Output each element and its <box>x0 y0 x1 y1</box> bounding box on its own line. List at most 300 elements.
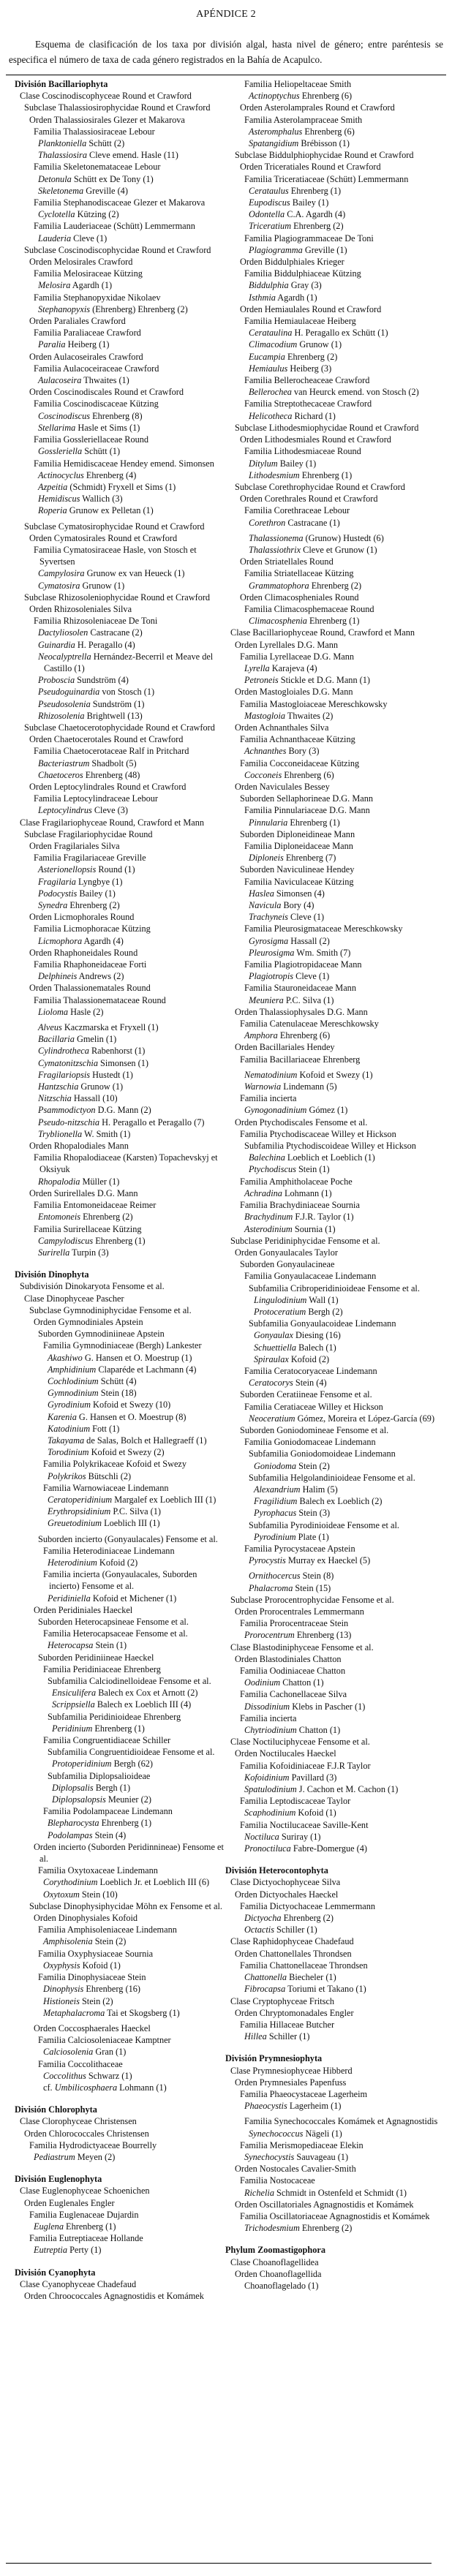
taxon-text: Klebs in Pascher (1) <box>290 1701 366 1712</box>
taxon-text: Orden Naviculales Bessey <box>235 781 330 792</box>
genus-name: Leptocylindrus <box>38 805 92 816</box>
taxon-line <box>225 1211 442 1223</box>
taxon-line <box>9 1876 225 1888</box>
taxon-line <box>225 197 442 208</box>
taxon-text: de Salas, Bolch et Hallegraeff (1) <box>84 1435 207 1446</box>
taxon-text: Familia Corethraceae Lebour <box>244 505 350 516</box>
genus-name: Diploneis <box>249 853 284 864</box>
taxon-text: Orden Climacospheniales Round <box>240 592 359 603</box>
taxon-line <box>9 1711 225 1723</box>
taxon-line <box>225 1424 442 1436</box>
genus-name: Climacodium <box>249 339 298 350</box>
genus-name: Petroneis <box>244 675 279 686</box>
genus-name: Metaphalacroma <box>43 2007 105 2018</box>
taxon-text: Ehrenberg (1) <box>92 1723 145 1734</box>
taxon-line <box>225 1748 442 1759</box>
taxon-text: Orden Gymnodiniales Apstein <box>34 1316 143 1327</box>
genus-name: Planktoniella <box>38 138 87 149</box>
genus-name: Aulacoseira <box>38 375 82 386</box>
taxon-line <box>225 2065 442 2077</box>
taxon-text: Margalef ex Loeblich III (1) <box>112 1494 216 1505</box>
taxon-line <box>9 1340 225 1351</box>
taxon-line <box>225 102 442 113</box>
taxon-text: Orden Noctilucales Haeckel <box>235 1748 336 1759</box>
taxon-text: Familia Asterolampraceae Smith <box>244 114 363 125</box>
genus-name: Haslea <box>249 888 274 899</box>
taxon-line <box>225 1041 442 1053</box>
taxon-text: Subfamilia Peridinioideae Ehrenberg <box>48 1711 181 1722</box>
taxon-line <box>9 386 225 398</box>
genus-name: Oxytoxum <box>43 1889 80 1900</box>
taxon-line <box>225 1688 442 1700</box>
taxon-text: Familia Leptodiscaceae Taylor <box>240 1796 351 1807</box>
taxon-line <box>225 1948 442 1960</box>
taxon-line <box>225 1843 442 1854</box>
genus-name: Podocystis <box>38 888 78 899</box>
taxon-text: Loeblich et Loeblich (1) <box>285 1152 375 1163</box>
genus-name: Blepharocysta <box>48 1818 99 1829</box>
taxon-line <box>9 580 225 592</box>
taxon-line <box>9 2046 225 2058</box>
taxon-text: Hustedt (1) <box>90 1069 133 1080</box>
taxon-line <box>225 1724 442 1736</box>
genus-name: Protoceratium <box>254 1306 306 1317</box>
genus-name: Amphisolenia <box>43 1936 93 1947</box>
taxon-text: Familia Lithodesmiaceae Round <box>244 446 361 457</box>
taxon-line <box>225 592 442 603</box>
taxon-line <box>9 745 225 757</box>
taxon-line <box>9 840 225 852</box>
taxon-line <box>225 1677 442 1688</box>
taxon-line <box>225 556 442 567</box>
taxon-line <box>225 1712 442 1724</box>
taxon-text: Loeblich Jr. et Loeblich III (6) <box>97 1877 210 1888</box>
taxon-text: Orden Dinophysiales Kofoid <box>34 1913 138 1924</box>
genus-name: Cylindrotheca <box>38 1046 89 1057</box>
taxon-text: Bory (3) <box>286 746 320 757</box>
taxon-line <box>225 2007 442 2019</box>
taxon-text: Familia Ceratocoryaceae Lindemann <box>244 1365 377 1376</box>
taxon-text: Suborden Diploneidineae Mann <box>240 828 355 839</box>
taxon-line <box>225 374 442 386</box>
taxon-text: Orden Rhopalodiales Mann <box>29 1141 129 1152</box>
taxon-line <box>9 1568 225 1592</box>
taxa-column-right <box>225 78 446 2292</box>
genus-name: Plagiogramma <box>249 244 303 255</box>
taxon-line <box>9 102 225 113</box>
taxon-line <box>9 1021 225 1033</box>
taxon-line <box>9 1006 225 1018</box>
taxon-text: Stein (2) <box>79 1995 113 2006</box>
taxon-line <box>225 1413 442 1424</box>
taxon-line <box>9 1545 225 1557</box>
taxon-text: Familia Gymnodiniaceae (Bergh) Lankester <box>43 1340 202 1351</box>
taxon-line <box>225 1795 442 1807</box>
taxon-line <box>9 2128 225 2139</box>
taxon-line <box>9 493 225 505</box>
genus-name: Chytriodinium <box>244 1725 297 1736</box>
taxon-line <box>225 769 442 781</box>
taxon-line <box>9 2007 225 2019</box>
taxon-line <box>225 1163 442 1175</box>
taxon-line <box>225 1653 442 1665</box>
taxon-text: Clase Prymnesiophyceae Hibberd <box>230 2065 353 2076</box>
genus-name: Asteromphalus <box>249 126 303 137</box>
taxon-line <box>225 363 442 374</box>
taxon-text: Familia Heterodiniaceae Lindemann <box>43 1545 175 1556</box>
taxon-text: Fabre-Domergue (4) <box>290 1843 368 1854</box>
taxon-text: Familia Pinnulariaceae D.G. Mann <box>244 805 370 816</box>
genus-name: Synechococcus <box>249 2128 304 2139</box>
taxon-line <box>225 674 442 686</box>
taxon-line <box>225 959 442 970</box>
taxon-line <box>9 592 225 603</box>
taxon-text: Orden incierto (Suborden Peridinnineae) Fensome et al. <box>34 1841 224 1865</box>
taxon-line <box>9 233 225 244</box>
taxon-text: Familia Gonyaulacaceae Lindemann <box>244 1271 377 1282</box>
taxon-text: Familia Calciosoleniaceae Kamptner <box>38 2035 171 2046</box>
taxon-text: Kofoid et Swezy (1) <box>297 1069 373 1080</box>
taxon-line <box>9 1399 225 1410</box>
genus-name: Thalassionema <box>249 532 304 543</box>
taxon-text: Suborden Gonyaulacineae <box>240 1259 335 1270</box>
taxon-text: von Stosch (1) <box>99 687 155 698</box>
taxon-line <box>9 1734 225 1746</box>
taxon-text: Familia Ptychodiscaceae Willey et Hickson <box>240 1128 396 1139</box>
taxon-text: Stein (2) <box>296 1460 330 1471</box>
genus-name: Diplopsalis <box>52 1782 94 1793</box>
taxon-line <box>9 2197 225 2209</box>
genus-name: Oxyphysis <box>43 1960 80 1971</box>
genus-name: Podolampas <box>48 1829 93 1840</box>
taxon-text: (Ehrenberg) Ehrenberg (2) <box>90 303 188 314</box>
taxon-line <box>9 1364 225 1375</box>
genus-name: Goniodoma <box>254 1460 297 1471</box>
taxon-text: Familia Fragilariaceae Greville <box>34 853 146 864</box>
taxon-line <box>225 1865 442 1876</box>
taxon-text: Shadbolt (5) <box>89 758 137 768</box>
taxon-text: C.A. Agardh (4) <box>285 209 346 220</box>
taxon-line <box>225 1283 442 1294</box>
genus-name: Meuniera <box>249 994 284 1005</box>
taxon-line <box>9 363 225 374</box>
taxon-line <box>9 817 225 828</box>
taxon-text: Subclase Coscinodiscophycidae Round et Crawford <box>24 244 211 255</box>
taxon-text: Suriray (1) <box>279 1831 321 1842</box>
taxon-line <box>9 1045 225 1057</box>
taxon-line <box>225 864 442 875</box>
taxon-line <box>9 1269 225 1280</box>
taxon-text: Sundström (4) <box>75 675 129 686</box>
genus-name: Campylosira <box>38 568 85 579</box>
taxon-text: Orden Choanoflagellida <box>235 2268 322 2279</box>
taxon-line <box>9 1639 225 1651</box>
taxon-text: Balech ex Loeblich III (4) <box>94 1699 192 1710</box>
genus-name: Ensiculifera <box>52 1688 97 1699</box>
genus-name: Calciosolenia <box>43 2047 94 2058</box>
taxon-line <box>9 2221 225 2232</box>
taxon-text: Familia Rhizosoleniaceae De Toni <box>34 616 158 627</box>
taxon-line <box>225 1960 442 1971</box>
taxon-line <box>225 1329 442 1341</box>
taxon-line <box>225 1353 442 1365</box>
taxon-text: Cleve emend. Hasle (11) <box>86 150 178 161</box>
genus-name: Pediastrum <box>34 2151 75 2162</box>
genus-name: Ceratoperidinium <box>48 1494 113 1505</box>
taxon-text: Orden Biddulphiales Krieger <box>240 257 344 268</box>
taxon-line <box>9 2139 225 2151</box>
taxon-text: Familia Naviculaceae Kützing <box>244 876 354 887</box>
taxon-line <box>225 781 442 793</box>
taxon-line <box>225 615 442 627</box>
genus-name: Dictyocha <box>244 1913 282 1924</box>
taxon-line <box>9 2244 225 2256</box>
taxon-line <box>9 781 225 793</box>
taxon-line <box>225 1519 442 1531</box>
taxon-line <box>225 1995 442 2007</box>
taxon-text: Grunow (1) <box>78 1081 124 1092</box>
taxon-text: Ehrenberg (2) <box>80 1212 133 1223</box>
taxon-text: Heiberg (3) <box>287 363 332 374</box>
taxon-text: División Chlorophyta <box>15 2104 97 2115</box>
taxon-text: Familia Phaeocystaceae Lagerheim <box>240 2088 368 2099</box>
taxon-text: Orden Peridiniales Haeckel <box>34 1604 133 1615</box>
taxon-text: Familia Podolampaceae Lindemann <box>43 1806 173 1817</box>
taxon-text: Familia Plagiogrammaceae De Toni <box>244 233 374 243</box>
taxon-line <box>9 398 225 409</box>
taxon-text: Lagerheim (1) <box>287 2101 342 2112</box>
taxon-text: Orden Chattonellales Throndsen <box>235 1948 352 1959</box>
genus-name: Cochlodinium <box>48 1375 99 1386</box>
taxon-text: Brightwell (13) <box>84 710 143 721</box>
taxon-text: H. Peragallo (4) <box>75 639 135 650</box>
genus-name: Roperia <box>38 505 67 516</box>
taxon-text: Subfamilia Cribroperidinioideae Fensome et al. <box>249 1283 420 1293</box>
taxon-text: Familia Hydrodictyaceae Bourrelly <box>29 2139 157 2150</box>
genus-name: Lauderia <box>38 233 72 243</box>
taxon-text: Familia Amphitholaceae Poche <box>240 1176 353 1187</box>
taxon-line <box>225 1831 442 1843</box>
taxon-line <box>9 923 225 934</box>
genus-name: Spatangidium <box>249 138 299 149</box>
genus-name: Rhopalodia <box>38 1176 80 1187</box>
taxon-line <box>9 434 225 445</box>
taxon-line <box>9 1446 225 1458</box>
taxon-text: Schiller (1) <box>266 2031 310 2042</box>
taxon-text: División Euglenophyta <box>15 2174 102 2185</box>
taxon-text: Cleve et Grunow (1) <box>301 544 377 555</box>
taxon-text: Familia Coscinodiscaceae Kützing <box>34 399 159 409</box>
genus-name: Pyrophacus <box>254 1508 297 1519</box>
taxon-text: Orden Dictyochales Haeckel <box>235 1889 339 1900</box>
taxon-text: Tai et Skogsberg (1) <box>105 2007 180 2018</box>
taxon-line <box>9 733 225 745</box>
taxon-line <box>225 137 442 149</box>
taxon-line <box>9 1423 225 1435</box>
taxon-line <box>225 327 442 339</box>
genus-name: Hantzschia <box>38 1081 79 1092</box>
genus-name: Diplopsalopsis <box>52 1794 106 1805</box>
taxon-text: Familia Noctilucaceae Saville-Kent <box>240 1819 369 1830</box>
taxon-line <box>9 1960 225 1971</box>
genus-name: Plagiotropis <box>249 971 294 982</box>
taxon-line <box>9 2232 225 2244</box>
taxon-line <box>225 1018 442 1030</box>
taxon-text: D.G. Mann (2) <box>95 1105 151 1116</box>
taxon-line <box>9 994 225 1006</box>
taxon-text: Familia Stauroneidaceae Mann <box>244 983 356 994</box>
taxon-line <box>9 722 225 733</box>
taxon-line <box>9 1912 225 1924</box>
taxon-text: Wall (1) <box>306 1294 339 1305</box>
taxon-line <box>9 126 225 137</box>
genus-name: Pleurosigma <box>249 947 295 958</box>
genus-name: Noctiluca <box>244 1831 279 1842</box>
taxon-text: Clase Clorophyceae Christensen <box>20 2116 137 2127</box>
taxon-line <box>225 662 442 674</box>
taxon-line <box>225 899 442 911</box>
taxon-text: Ehrenberg (16) <box>83 1984 140 1995</box>
genus-name: Detonula <box>38 173 72 184</box>
taxon-text: Greville (4) <box>83 185 128 196</box>
taxon-line <box>9 1293 225 1304</box>
taxon-line <box>9 615 225 627</box>
taxon-line <box>225 745 442 757</box>
taxon-line <box>9 351 225 363</box>
taxon-text: Stein (1) <box>295 1164 330 1175</box>
taxon-text: Familia Lyrellaceae D.G. Mann <box>240 651 355 662</box>
taxon-text: Subclase Thalassiosirophycidae Round et Crawford <box>24 102 211 113</box>
taxon-line <box>225 982 442 994</box>
taxon-text: Schütt (1) <box>82 446 121 457</box>
taxon-line <box>225 2256 442 2268</box>
taxon-text: Gray (3) <box>288 280 322 291</box>
taxon-line <box>225 1760 442 1772</box>
genus-name: Spiraulax <box>254 1353 289 1364</box>
taxon-line <box>9 185 225 197</box>
taxon-text: Ehrenberg (1) <box>288 185 342 196</box>
taxon-line <box>9 686 225 698</box>
taxon-line <box>9 1628 225 1639</box>
taxon-line <box>9 1829 225 1841</box>
genus-name: Ptychodiscus <box>249 1164 296 1175</box>
taxon-line <box>225 603 442 615</box>
taxon-text: G. Hansen et O. Moestrup (1) <box>82 1352 192 1363</box>
taxon-line <box>9 1104 225 1116</box>
bottom-rule <box>6 2563 432 2564</box>
taxon-line <box>9 2082 225 2093</box>
taxon-line <box>9 1675 225 1687</box>
taxon-line <box>225 517 442 529</box>
taxon-line <box>225 994 442 1006</box>
taxon-text: Bailey (1) <box>77 888 116 899</box>
taxon-text: Cleve (1) <box>287 912 325 923</box>
genus-name: Corythodinium <box>43 1877 98 1888</box>
genus-name: Actinoptychus <box>249 91 300 102</box>
taxon-text: cf. <box>43 2082 55 2093</box>
taxon-line <box>225 733 442 745</box>
taxon-line <box>9 1247 225 1258</box>
genus-name: Protoperidinium <box>52 1759 112 1769</box>
taxon-text: Fott (1) <box>90 1423 120 1434</box>
taxon-line <box>9 888 225 899</box>
taxon-text: Stein (18) <box>98 1388 137 1399</box>
taxon-text: Familia Merismopediaceae Elekin <box>240 2139 364 2150</box>
taxon-text: Ehrenberg (2) <box>299 2223 353 2234</box>
taxon-line <box>225 2077 442 2088</box>
taxon-line <box>225 315 442 327</box>
taxon-line <box>225 1665 442 1677</box>
taxon-line <box>9 1223 225 1235</box>
taxon-line <box>225 1935 442 1947</box>
taxon-line <box>9 947 225 959</box>
taxon-text: Ehrenberg (7) <box>283 853 336 864</box>
taxon-line <box>225 1772 442 1783</box>
genus-name: Amphora <box>244 1030 278 1041</box>
genus-name: Cocconeis <box>244 769 282 780</box>
taxon-line <box>9 208 225 220</box>
taxon-text: Cleve (3) <box>91 805 128 816</box>
taxon-line <box>9 1304 225 1316</box>
taxon-line <box>225 268 442 279</box>
genus-name: Grammatophora <box>249 580 309 591</box>
taxon-text: Bergh (2) <box>306 1306 343 1317</box>
taxon-text: Gmelin (1) <box>74 1034 117 1045</box>
taxon-text: Orden Lyrellales D.G. Mann <box>235 639 339 650</box>
genus-name: Pronoctiluca <box>244 1843 291 1854</box>
taxon-text: Familia Licmophoracae Kützing <box>34 923 151 934</box>
taxon-line <box>225 185 442 197</box>
taxon-line <box>225 2052 442 2064</box>
genus-name: Thalassiosira <box>38 150 87 161</box>
taxon-line <box>225 758 442 769</box>
taxon-text: Orden Rhizosoleniales Silva <box>29 603 132 614</box>
taxon-text: Agardh (4) <box>82 935 124 946</box>
taxon-text: Nägeli (1) <box>303 2128 342 2139</box>
taxon-line <box>225 1531 442 1543</box>
genus-name: Gossleriella <box>38 446 83 457</box>
taxon-line <box>9 2022 225 2034</box>
taxon-text: Ehrenberg (4) <box>83 469 137 480</box>
genus-name: Fragilidium <box>254 1496 298 1507</box>
taxon-text: Clase Bacillariophyceae Round, Crawford et Mann <box>230 627 415 638</box>
taxon-line <box>9 303 225 315</box>
taxon-line <box>225 722 442 733</box>
genus-name: Thalassiothrix <box>249 544 301 555</box>
taxon-line <box>9 410 225 422</box>
taxon-text: Suborden Ceratiineae Fensome et al. <box>240 1389 372 1400</box>
taxon-text: Familia Lauderiaceae (Schütt) Lemmermann <box>34 221 195 232</box>
taxon-text: Familia Amphisoleniaceae Lindemann <box>38 1925 177 1935</box>
taxon-line <box>225 852 442 864</box>
taxon-text: Familia Hillaceae Butcher <box>240 2019 335 2030</box>
taxon-line <box>225 1030 442 1041</box>
taxon-line <box>225 2280 442 2292</box>
taxon-line <box>225 1924 442 1935</box>
taxon-text: Orden Paraliales Crawford <box>29 316 126 327</box>
genus-name: Pyrodinium <box>254 1531 296 1542</box>
taxon-text: Clase Dinophyceae Pascher <box>24 1293 124 1304</box>
genus-name: Hemiaulus <box>249 363 288 374</box>
taxon-text: Familia Eutreptiaceae Hollande <box>29 2233 143 2244</box>
taxon-line <box>9 173 225 185</box>
taxon-line <box>225 1270 442 1282</box>
taxon-line <box>225 1642 442 1653</box>
taxon-line <box>9 532 225 544</box>
taxon-text: Familia Oodiniaceae Chatton <box>240 1666 346 1677</box>
taxon-text: Orden Coccosphaerales Haeckel <box>34 2022 151 2033</box>
taxon-text: Orden Aulacoseirales Crawford <box>29 351 143 362</box>
